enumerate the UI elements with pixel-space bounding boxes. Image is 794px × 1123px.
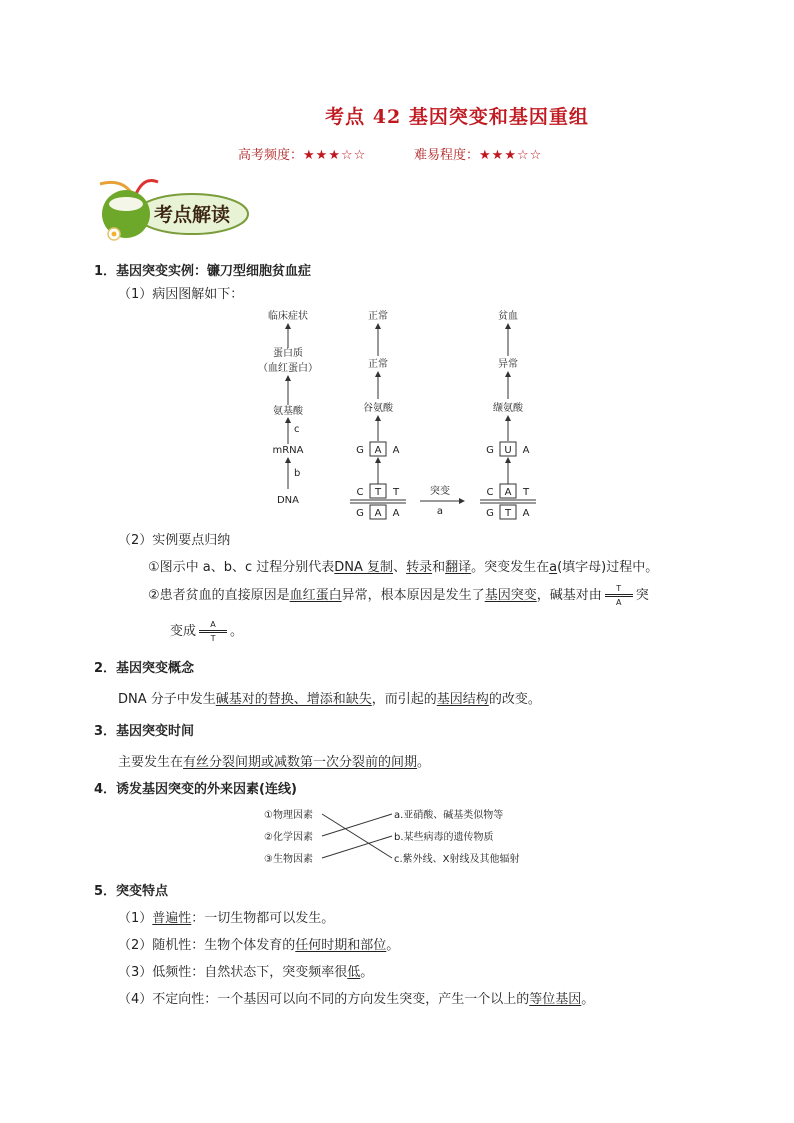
- text: （4）不定向性：一个基因可以向不同的方向发生突变，产生一个以上的: [118, 992, 530, 1007]
- diag-mutation-label: 突变: [430, 486, 450, 497]
- answer-gene-structure: 基因结构: [436, 692, 489, 707]
- section-3-heading: 3．基因突变时间: [94, 724, 195, 739]
- factor-biological: ③生物因素: [264, 854, 313, 865]
- text: ，而引起的: [371, 692, 437, 707]
- frac-top: A: [210, 620, 216, 629]
- text: 突: [635, 588, 649, 603]
- match-a: a.亚硝酸、碱基类似物等: [394, 810, 504, 821]
- diag-normal-dna-bottom-0: G: [356, 508, 364, 519]
- text: 和: [432, 560, 446, 575]
- section-2-text: [118, 688, 541, 707]
- section-1-point-2-cont: [170, 620, 243, 643]
- section-1-point-2: [148, 584, 649, 607]
- section-badge: [92, 176, 252, 244]
- section-2-heading: 2．基因突变概念: [94, 661, 195, 676]
- diag-anemia-dna-bottom-1: T: [504, 508, 512, 519]
- section-1-sub2: （2）实例要点归纳: [118, 533, 231, 548]
- text: （3）低频性：自然状态下，突变频率很: [118, 965, 348, 980]
- text: ①图示中 a、b、c 过程分别代表: [148, 560, 335, 575]
- diag-hemoglobin-label: （血红蛋白）: [258, 363, 318, 374]
- text: ②患者贫血的直接原因是: [148, 588, 290, 603]
- diag-anemia-mid: 异常: [498, 359, 518, 370]
- diag-anemia-dna-top-2: T: [522, 487, 530, 498]
- answer-universality: 普遍性: [152, 911, 192, 926]
- text: 主要发生在: [118, 755, 184, 770]
- base-pair-fraction-after: [199, 620, 227, 643]
- diag-mrna-label: mRNA: [272, 445, 304, 456]
- link-chemical-a: [322, 814, 392, 836]
- text: 、: [393, 560, 407, 575]
- text: ，碱基对由: [536, 588, 602, 603]
- answer-gene-mutation: 基因突变: [484, 588, 537, 603]
- section-1-sub1: （1）病因图解如下：: [118, 287, 244, 302]
- difficulty-rating: [414, 144, 542, 163]
- section-1-point-1: [148, 556, 658, 575]
- diag-anemia-dna-bottom-0: G: [486, 508, 494, 519]
- diag-arrow-c: c: [294, 424, 300, 435]
- page-title: 考点 42 基因突变和基因重组: [325, 106, 589, 128]
- coconut-icon: [92, 176, 252, 244]
- answer-process-a: a: [549, 560, 558, 575]
- diag-normal-dna-top-1: T: [374, 487, 382, 498]
- diag-aminoacid-label: 氨基酸: [273, 406, 303, 417]
- diag-dna-label: DNA: [276, 495, 300, 506]
- diag-normal-dna-bottom-2: A: [392, 508, 400, 519]
- section-5-heading: 5．突变特点: [94, 884, 169, 899]
- frequency-stars: ★★★☆☆: [303, 148, 367, 163]
- section-3-text: [118, 751, 430, 770]
- link-physical-c: [322, 814, 392, 858]
- diag-normal-mrna-1: A: [374, 445, 382, 456]
- diag-anemia-mrna-2: A: [522, 445, 530, 456]
- diag-protein-label: 蛋白质: [273, 348, 303, 359]
- text: 变成: [170, 624, 197, 639]
- answer-alleles: 等位基因: [529, 992, 582, 1007]
- frac-bottom: T: [210, 634, 216, 643]
- answer-translation: 翻译: [445, 560, 472, 575]
- text: DNA 分子中发生: [118, 692, 216, 707]
- diag-normal-aa: 谷氨酸: [363, 403, 393, 414]
- diag-anemia-mrna-0: G: [486, 445, 494, 456]
- text: 。: [581, 992, 595, 1007]
- diag-normal-top: 正常: [368, 311, 388, 322]
- text: 的改变。: [488, 692, 541, 707]
- diag-arrow-b: b: [294, 468, 301, 479]
- text: （1）: [118, 911, 153, 926]
- feature-1: [118, 907, 334, 926]
- text: 。: [360, 965, 374, 980]
- section-1-heading: 1．基因突变实例：镰刀型细胞贫血症: [94, 264, 312, 279]
- answer-hemoglobin: 血红蛋白: [289, 588, 342, 603]
- diag-anemia-top: 贫血: [498, 311, 518, 322]
- frequency-label: 高考频度：: [238, 148, 304, 163]
- feature-3: [118, 961, 373, 980]
- frac-top: T: [616, 584, 622, 593]
- text: 。: [417, 755, 431, 770]
- section-4-heading: 4．诱发基因突变的外来因素(连线): [94, 782, 297, 797]
- frac-bottom: A: [615, 598, 622, 607]
- diag-clinical-label: 临床症状: [268, 311, 308, 322]
- diag-anemia-dna-top-0: C: [486, 487, 494, 498]
- text: 异常，根本原因是发生了: [341, 588, 485, 603]
- match-c: c.紫外线、X射线及其他辐射: [394, 854, 520, 865]
- frequency-rating: [238, 144, 366, 163]
- sickle-cell-diagram: [250, 304, 550, 522]
- answer-low: 低: [347, 965, 361, 980]
- matching-diagram: [262, 804, 552, 870]
- difficulty-stars: ★★★☆☆: [479, 148, 543, 163]
- factor-chemical: ②化学因素: [264, 832, 313, 843]
- diag-anemia-dna-top-1: A: [504, 487, 512, 498]
- diag-normal-dna-top-0: C: [356, 487, 364, 498]
- link-biological-b: [322, 836, 392, 858]
- diag-anemia-mrna-1: U: [504, 445, 512, 456]
- answer-interphase: 有丝分裂间期或减数第一次分裂前的间期: [183, 755, 418, 770]
- diag-mutation-a: a: [436, 506, 444, 517]
- diag-normal-dna-bottom-1: A: [374, 508, 382, 519]
- difficulty-label: 难易程度：: [414, 148, 480, 163]
- diag-normal-mrna-0: G: [356, 445, 364, 456]
- answer-dna-replication: DNA 复制: [334, 560, 394, 575]
- diag-normal-mrna-2: A: [392, 445, 400, 456]
- factor-physical: ①物理因素: [264, 810, 313, 821]
- text: 。突变发生在: [471, 560, 550, 575]
- answer-transcription: 转录: [406, 560, 433, 575]
- answer-base-pair-changes: 碱基对的替换、增添和缺失: [215, 692, 372, 707]
- text: (填字母)过程中。: [557, 560, 659, 575]
- match-b: b.某些病毒的遗传物质: [394, 832, 494, 843]
- text: （2）随机性：生物个体发育的: [118, 938, 296, 953]
- diag-normal-dna-top-2: T: [392, 487, 400, 498]
- answer-any-time-place: 任何时期和部位: [295, 938, 387, 953]
- feature-2: [118, 934, 399, 953]
- diag-anemia-aa: 缬氨酸: [493, 403, 523, 414]
- feature-4: [118, 988, 594, 1007]
- text: 。: [230, 624, 244, 639]
- text: 。: [386, 938, 400, 953]
- text: ：一切生物都可以发生。: [191, 911, 335, 926]
- base-pair-fraction-before: [605, 584, 633, 607]
- diag-normal-mid: 正常: [368, 359, 388, 370]
- diag-anemia-dna-bottom-2: A: [522, 508, 530, 519]
- badge-label: 考点解读: [153, 204, 231, 226]
